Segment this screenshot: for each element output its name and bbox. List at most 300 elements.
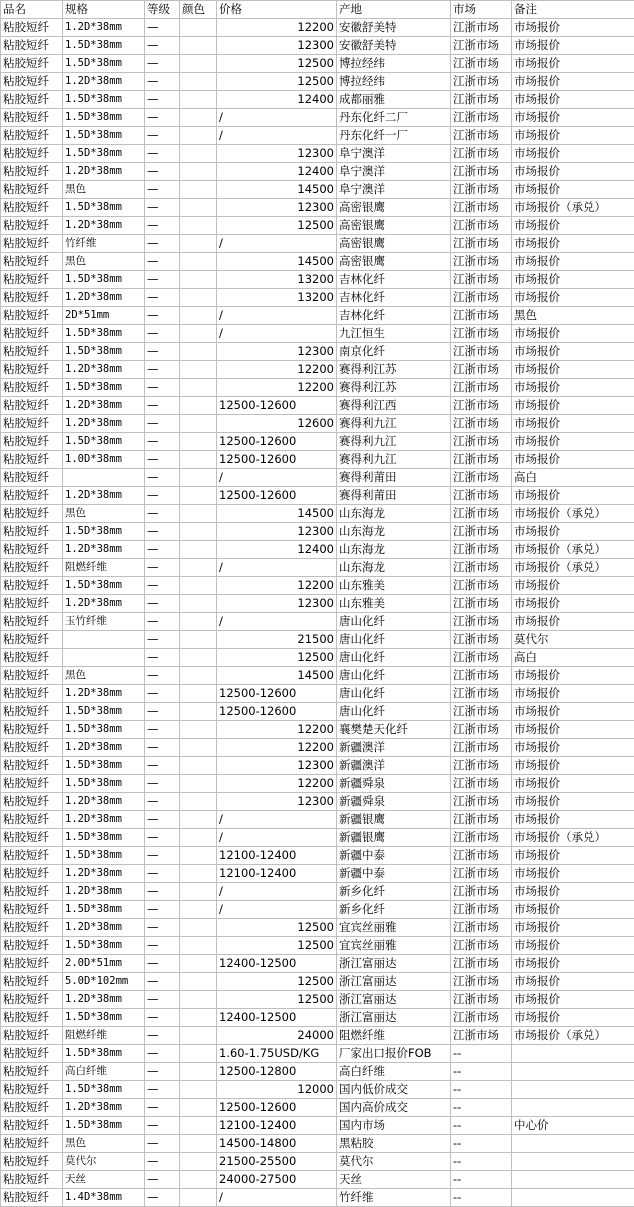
cell-grade: — xyxy=(145,181,180,199)
cell-origin: 竹纤维 xyxy=(337,1189,451,1207)
table-row xyxy=(1,685,634,703)
cell-product: 粘胶短纤 xyxy=(1,127,63,145)
cell-color xyxy=(180,541,217,559)
cell-grade: — xyxy=(145,721,180,739)
table-row xyxy=(1,541,634,559)
cell-color xyxy=(180,757,217,775)
header-spec: 规格 xyxy=(63,1,145,19)
cell-origin: 阻燃纤维 xyxy=(337,1027,451,1045)
cell-spec: 1.5D*38mm xyxy=(63,775,145,793)
cell-remark: 市场报价 xyxy=(512,451,634,469)
cell-spec: 阻燃纤维 xyxy=(63,559,145,577)
cell-spec: 1.5D*38mm xyxy=(63,379,145,397)
header-price: 价格 xyxy=(217,1,337,19)
cell-product: 粘胶短纤 xyxy=(1,649,63,667)
table-row xyxy=(1,991,634,1009)
cell-remark: 市场报价 xyxy=(512,19,634,37)
cell-price: 12400 xyxy=(217,91,337,109)
table-row xyxy=(1,847,634,865)
table-row xyxy=(1,775,634,793)
cell-grade: — xyxy=(145,145,180,163)
cell-market: 江浙市场 xyxy=(451,181,512,199)
cell-grade: — xyxy=(145,1081,180,1099)
cell-color xyxy=(180,469,217,487)
cell-origin: 赛得利莆田 xyxy=(337,469,451,487)
cell-remark xyxy=(512,1045,634,1063)
cell-remark: 市场报价 xyxy=(512,595,634,613)
cell-grade: — xyxy=(145,199,180,217)
table-row xyxy=(1,91,634,109)
cell-market: 江浙市场 xyxy=(451,883,512,901)
cell-price: 12400-12500 xyxy=(217,1009,337,1027)
cell-color xyxy=(180,955,217,973)
cell-price: 12200 xyxy=(217,739,337,757)
cell-product: 粘胶短纤 xyxy=(1,1189,63,1207)
cell-remark: 市场报价（承兑） xyxy=(512,559,634,577)
cell-remark: 市场报价 xyxy=(512,181,634,199)
cell-origin: 浙江富丽达 xyxy=(337,1009,451,1027)
cell-grade: — xyxy=(145,487,180,505)
cell-origin: 吉林化纤 xyxy=(337,307,451,325)
cell-market: -- xyxy=(451,1153,512,1171)
cell-spec: 1.2D*38mm xyxy=(63,289,145,307)
cell-market: 江浙市场 xyxy=(451,253,512,271)
cell-grade: — xyxy=(145,613,180,631)
cell-grade: — xyxy=(145,739,180,757)
cell-product: 粘胶短纤 xyxy=(1,919,63,937)
cell-price: / xyxy=(217,811,337,829)
header-color: 颜色 xyxy=(180,1,217,19)
cell-color xyxy=(180,901,217,919)
cell-spec: 黑色 xyxy=(63,253,145,271)
cell-grade: — xyxy=(145,883,180,901)
cell-price: 12300 xyxy=(217,595,337,613)
table-row xyxy=(1,379,634,397)
cell-market: 江浙市场 xyxy=(451,865,512,883)
cell-market: 江浙市场 xyxy=(451,343,512,361)
cell-market: 江浙市场 xyxy=(451,289,512,307)
cell-remark: 市场报价（承兑） xyxy=(512,1027,634,1045)
cell-price: 12300 xyxy=(217,757,337,775)
cell-color xyxy=(180,235,217,253)
cell-product: 粘胶短纤 xyxy=(1,523,63,541)
cell-product: 粘胶短纤 xyxy=(1,901,63,919)
cell-price: 12500-12800 xyxy=(217,1063,337,1081)
cell-color xyxy=(180,55,217,73)
cell-market: 江浙市场 xyxy=(451,613,512,631)
cell-grade: — xyxy=(145,1171,180,1189)
cell-grade: — xyxy=(145,793,180,811)
cell-product: 粘胶短纤 xyxy=(1,19,63,37)
table-row xyxy=(1,631,634,649)
cell-spec: 玉竹纤维 xyxy=(63,613,145,631)
cell-grade: — xyxy=(145,307,180,325)
table-row xyxy=(1,811,634,829)
cell-price: 21500-25500 xyxy=(217,1153,337,1171)
cell-grade: — xyxy=(145,55,180,73)
cell-origin: 新疆澳洋 xyxy=(337,739,451,757)
cell-price: 12300 xyxy=(217,199,337,217)
cell-market: 江浙市场 xyxy=(451,703,512,721)
cell-color xyxy=(180,415,217,433)
header-product: 品名 xyxy=(1,1,63,19)
cell-color xyxy=(180,451,217,469)
cell-origin: 吉林化纤 xyxy=(337,289,451,307)
cell-price: 12600 xyxy=(217,415,337,433)
cell-spec: 1.5D*38mm xyxy=(63,433,145,451)
cell-color xyxy=(180,685,217,703)
cell-product: 粘胶短纤 xyxy=(1,145,63,163)
cell-color xyxy=(180,829,217,847)
cell-remark: 市场报价 xyxy=(512,487,634,505)
cell-product: 粘胶短纤 xyxy=(1,253,63,271)
cell-price: 12500 xyxy=(217,649,337,667)
cell-color xyxy=(180,19,217,37)
cell-market: 江浙市场 xyxy=(451,433,512,451)
cell-market: 江浙市场 xyxy=(451,73,512,91)
cell-origin: 国内低价成交 xyxy=(337,1081,451,1099)
cell-market: 江浙市场 xyxy=(451,991,512,1009)
cell-price: / xyxy=(217,1189,337,1207)
cell-remark: 市场报价 xyxy=(512,109,634,127)
cell-origin: 襄樊楚天化纤 xyxy=(337,721,451,739)
cell-price: 21500 xyxy=(217,631,337,649)
cell-spec: 1.5D*38mm xyxy=(63,145,145,163)
cell-color xyxy=(180,325,217,343)
cell-market: 江浙市场 xyxy=(451,667,512,685)
cell-spec: 2D*51mm xyxy=(63,307,145,325)
cell-remark: 市场报价 xyxy=(512,217,634,235)
cell-color xyxy=(180,577,217,595)
cell-price: / xyxy=(217,325,337,343)
cell-spec: 黑色 xyxy=(63,181,145,199)
cell-grade: — xyxy=(145,1189,180,1207)
cell-origin: 赛得利莆田 xyxy=(337,487,451,505)
cell-price: 1.60-1.75USD/KG xyxy=(217,1045,337,1063)
cell-origin: 新疆中泰 xyxy=(337,865,451,883)
cell-price: 14500 xyxy=(217,667,337,685)
cell-remark: 市场报价 xyxy=(512,973,634,991)
cell-remark: 市场报价 xyxy=(512,325,634,343)
cell-price: 12500-12600 xyxy=(217,397,337,415)
cell-grade: — xyxy=(145,1153,180,1171)
table-row xyxy=(1,253,634,271)
cell-spec: 1.2D*38mm xyxy=(63,739,145,757)
table-row xyxy=(1,1189,634,1207)
cell-color xyxy=(180,1099,217,1117)
cell-grade: — xyxy=(145,649,180,667)
cell-color xyxy=(180,343,217,361)
cell-color xyxy=(180,37,217,55)
cell-color xyxy=(180,1189,217,1207)
cell-remark: 市场报价 xyxy=(512,397,634,415)
cell-spec: 1.2D*38mm xyxy=(63,865,145,883)
cell-remark: 市场报价（承兑） xyxy=(512,505,634,523)
cell-color xyxy=(180,73,217,91)
cell-price: 12500-12600 xyxy=(217,703,337,721)
cell-grade: — xyxy=(145,343,180,361)
cell-market: 江浙市场 xyxy=(451,199,512,217)
cell-spec: 1.5D*38mm xyxy=(63,901,145,919)
cell-spec: 莫代尔 xyxy=(63,1153,145,1171)
cell-price: 12400 xyxy=(217,163,337,181)
table-row xyxy=(1,1063,634,1081)
cell-market: 江浙市场 xyxy=(451,739,512,757)
cell-remark: 市场报价 xyxy=(512,127,634,145)
cell-product: 粘胶短纤 xyxy=(1,1009,63,1027)
cell-spec: 1.2D*38mm xyxy=(63,397,145,415)
table-row xyxy=(1,127,634,145)
cell-origin: 唐山化纤 xyxy=(337,685,451,703)
cell-remark: 市场报价 xyxy=(512,235,634,253)
cell-market: -- xyxy=(451,1045,512,1063)
cell-market: 江浙市场 xyxy=(451,127,512,145)
cell-market: 江浙市场 xyxy=(451,631,512,649)
cell-product: 粘胶短纤 xyxy=(1,559,63,577)
cell-origin: 新疆舜泉 xyxy=(337,793,451,811)
cell-grade: — xyxy=(145,1135,180,1153)
cell-grade: — xyxy=(145,37,180,55)
cell-market: 江浙市场 xyxy=(451,775,512,793)
table-row xyxy=(1,703,634,721)
cell-color xyxy=(180,811,217,829)
cell-product: 粘胶短纤 xyxy=(1,811,63,829)
cell-origin: 山东雅美 xyxy=(337,577,451,595)
cell-product: 粘胶短纤 xyxy=(1,721,63,739)
cell-spec xyxy=(63,469,145,487)
cell-spec: 1.2D*38mm xyxy=(63,595,145,613)
cell-product: 粘胶短纤 xyxy=(1,73,63,91)
cell-spec: 1.5D*38mm xyxy=(63,1009,145,1027)
cell-price: / xyxy=(217,127,337,145)
cell-price: 12500 xyxy=(217,73,337,91)
cell-price: 14500 xyxy=(217,253,337,271)
table-row xyxy=(1,577,634,595)
cell-price: 12500 xyxy=(217,937,337,955)
cell-color xyxy=(180,271,217,289)
cell-grade: — xyxy=(145,577,180,595)
cell-grade: — xyxy=(145,433,180,451)
table-row xyxy=(1,649,634,667)
cell-product: 粘胶短纤 xyxy=(1,739,63,757)
cell-price: / xyxy=(217,883,337,901)
cell-price: 12500-12600 xyxy=(217,451,337,469)
cell-color xyxy=(180,127,217,145)
cell-origin: 高白纤维 xyxy=(337,1063,451,1081)
cell-color xyxy=(180,649,217,667)
cell-product: 粘胶短纤 xyxy=(1,55,63,73)
cell-spec: 1.5D*38mm xyxy=(63,523,145,541)
cell-spec: 1.5D*38mm xyxy=(63,703,145,721)
cell-color xyxy=(180,793,217,811)
table-row xyxy=(1,289,634,307)
cell-grade: — xyxy=(145,325,180,343)
cell-origin: 丹东化纤一厂 xyxy=(337,127,451,145)
cell-price: 12500 xyxy=(217,217,337,235)
cell-remark: 市场报价 xyxy=(512,343,634,361)
cell-origin: 莫代尔 xyxy=(337,1153,451,1171)
cell-color xyxy=(180,1063,217,1081)
cell-product: 粘胶短纤 xyxy=(1,163,63,181)
header-grade: 等级 xyxy=(145,1,180,19)
cell-spec: 1.2D*38mm xyxy=(63,685,145,703)
cell-grade: — xyxy=(145,361,180,379)
cell-spec: 黑色 xyxy=(63,505,145,523)
cell-color xyxy=(180,1081,217,1099)
cell-remark: 市场报价 xyxy=(512,523,634,541)
cell-spec: 1.4D*38mm xyxy=(63,1189,145,1207)
cell-color xyxy=(180,865,217,883)
cell-price: 12100-12400 xyxy=(217,865,337,883)
cell-spec: 1.5D*38mm xyxy=(63,1045,145,1063)
cell-product: 粘胶短纤 xyxy=(1,1117,63,1135)
cell-product: 粘胶短纤 xyxy=(1,829,63,847)
cell-origin: 宜宾丝丽雅 xyxy=(337,937,451,955)
cell-market: 江浙市场 xyxy=(451,937,512,955)
cell-market: 江浙市场 xyxy=(451,721,512,739)
cell-price: 12200 xyxy=(217,721,337,739)
cell-product: 粘胶短纤 xyxy=(1,595,63,613)
cell-origin: 新疆银鹰 xyxy=(337,829,451,847)
cell-grade: — xyxy=(145,559,180,577)
cell-remark: 市场报价 xyxy=(512,919,634,937)
cell-product: 粘胶短纤 xyxy=(1,505,63,523)
cell-product: 粘胶短纤 xyxy=(1,289,63,307)
cell-remark: 市场报价 xyxy=(512,739,634,757)
table-row xyxy=(1,433,634,451)
cell-color xyxy=(180,433,217,451)
cell-origin: 唐山化纤 xyxy=(337,613,451,631)
cell-remark: 市场报价 xyxy=(512,937,634,955)
table-row xyxy=(1,199,634,217)
cell-color xyxy=(180,739,217,757)
cell-color xyxy=(180,1009,217,1027)
cell-price: 14500 xyxy=(217,181,337,199)
cell-product: 粘胶短纤 xyxy=(1,451,63,469)
cell-color xyxy=(180,199,217,217)
cell-remark: 市场报价 xyxy=(512,793,634,811)
cell-market: 江浙市场 xyxy=(451,595,512,613)
cell-color xyxy=(180,1027,217,1045)
cell-origin: 吉林化纤 xyxy=(337,271,451,289)
cell-spec xyxy=(63,649,145,667)
cell-color xyxy=(180,703,217,721)
table-row xyxy=(1,325,634,343)
cell-price: 12500-12600 xyxy=(217,1099,337,1117)
cell-color xyxy=(180,667,217,685)
cell-remark: 市场报价 xyxy=(512,145,634,163)
cell-product: 粘胶短纤 xyxy=(1,1027,63,1045)
cell-market: -- xyxy=(451,1099,512,1117)
cell-market: 江浙市场 xyxy=(451,523,512,541)
cell-grade: — xyxy=(145,811,180,829)
cell-market: 江浙市场 xyxy=(451,559,512,577)
cell-price: 13200 xyxy=(217,289,337,307)
cell-origin: 高密银鹰 xyxy=(337,217,451,235)
cell-spec: 1.2D*38mm xyxy=(63,19,145,37)
cell-grade: — xyxy=(145,829,180,847)
cell-product: 粘胶短纤 xyxy=(1,757,63,775)
cell-color xyxy=(180,631,217,649)
cell-color xyxy=(180,397,217,415)
cell-color xyxy=(180,1045,217,1063)
table-row xyxy=(1,793,634,811)
cell-product: 粘胶短纤 xyxy=(1,1081,63,1099)
table-row xyxy=(1,523,634,541)
table-row xyxy=(1,397,634,415)
cell-spec: 阻燃纤维 xyxy=(63,1027,145,1045)
cell-grade: — xyxy=(145,289,180,307)
header-remark: 备注 xyxy=(512,1,634,19)
cell-remark: 市场报价（承兑） xyxy=(512,199,634,217)
table-row xyxy=(1,829,634,847)
cell-origin: 高密银鹰 xyxy=(337,253,451,271)
cell-grade: — xyxy=(145,1027,180,1045)
cell-grade: — xyxy=(145,757,180,775)
cell-remark: 市场报价 xyxy=(512,811,634,829)
cell-spec: 黑色 xyxy=(63,667,145,685)
cell-origin: 赛得利九江 xyxy=(337,451,451,469)
cell-color xyxy=(180,1117,217,1135)
table-row xyxy=(1,667,634,685)
table-row xyxy=(1,307,634,325)
cell-remark: 市场报价 xyxy=(512,901,634,919)
cell-spec: 1.5D*38mm xyxy=(63,1081,145,1099)
cell-spec: 1.5D*38mm xyxy=(63,937,145,955)
cell-market: 江浙市场 xyxy=(451,919,512,937)
cell-remark: 市场报价 xyxy=(512,433,634,451)
table-row xyxy=(1,1153,634,1171)
cell-product: 粘胶短纤 xyxy=(1,469,63,487)
cell-product: 粘胶短纤 xyxy=(1,217,63,235)
cell-market: 江浙市场 xyxy=(451,217,512,235)
cell-market: 江浙市场 xyxy=(451,901,512,919)
table-row xyxy=(1,1171,634,1189)
cell-remark: 市场报价 xyxy=(512,685,634,703)
cell-origin: 山东海龙 xyxy=(337,559,451,577)
cell-remark: 市场报价 xyxy=(512,73,634,91)
cell-remark: 市场报价 xyxy=(512,379,634,397)
table-row xyxy=(1,883,634,901)
cell-product: 粘胶短纤 xyxy=(1,487,63,505)
cell-grade: — xyxy=(145,451,180,469)
cell-color xyxy=(180,523,217,541)
cell-spec: 1.2D*38mm xyxy=(63,361,145,379)
table-row xyxy=(1,1135,634,1153)
cell-spec: 1.5D*38mm xyxy=(63,55,145,73)
cell-price: 14500-14800 xyxy=(217,1135,337,1153)
cell-market: 江浙市场 xyxy=(451,379,512,397)
table-row xyxy=(1,55,634,73)
cell-price: 12500-12600 xyxy=(217,433,337,451)
cell-market: 江浙市场 xyxy=(451,811,512,829)
cell-product: 粘胶短纤 xyxy=(1,613,63,631)
cell-origin: 宜宾丝丽雅 xyxy=(337,919,451,937)
header-market: 市场 xyxy=(451,1,512,19)
cell-color xyxy=(180,991,217,1009)
cell-origin: 赛得利九江 xyxy=(337,415,451,433)
cell-market: -- xyxy=(451,1117,512,1135)
cell-product: 粘胶短纤 xyxy=(1,775,63,793)
cell-spec: 1.5D*38mm xyxy=(63,343,145,361)
cell-product: 粘胶短纤 xyxy=(1,955,63,973)
cell-price: / xyxy=(217,901,337,919)
cell-remark: 市场报价 xyxy=(512,289,634,307)
cell-product: 粘胶短纤 xyxy=(1,1171,63,1189)
cell-spec xyxy=(63,631,145,649)
cell-color xyxy=(180,595,217,613)
cell-grade: — xyxy=(145,469,180,487)
